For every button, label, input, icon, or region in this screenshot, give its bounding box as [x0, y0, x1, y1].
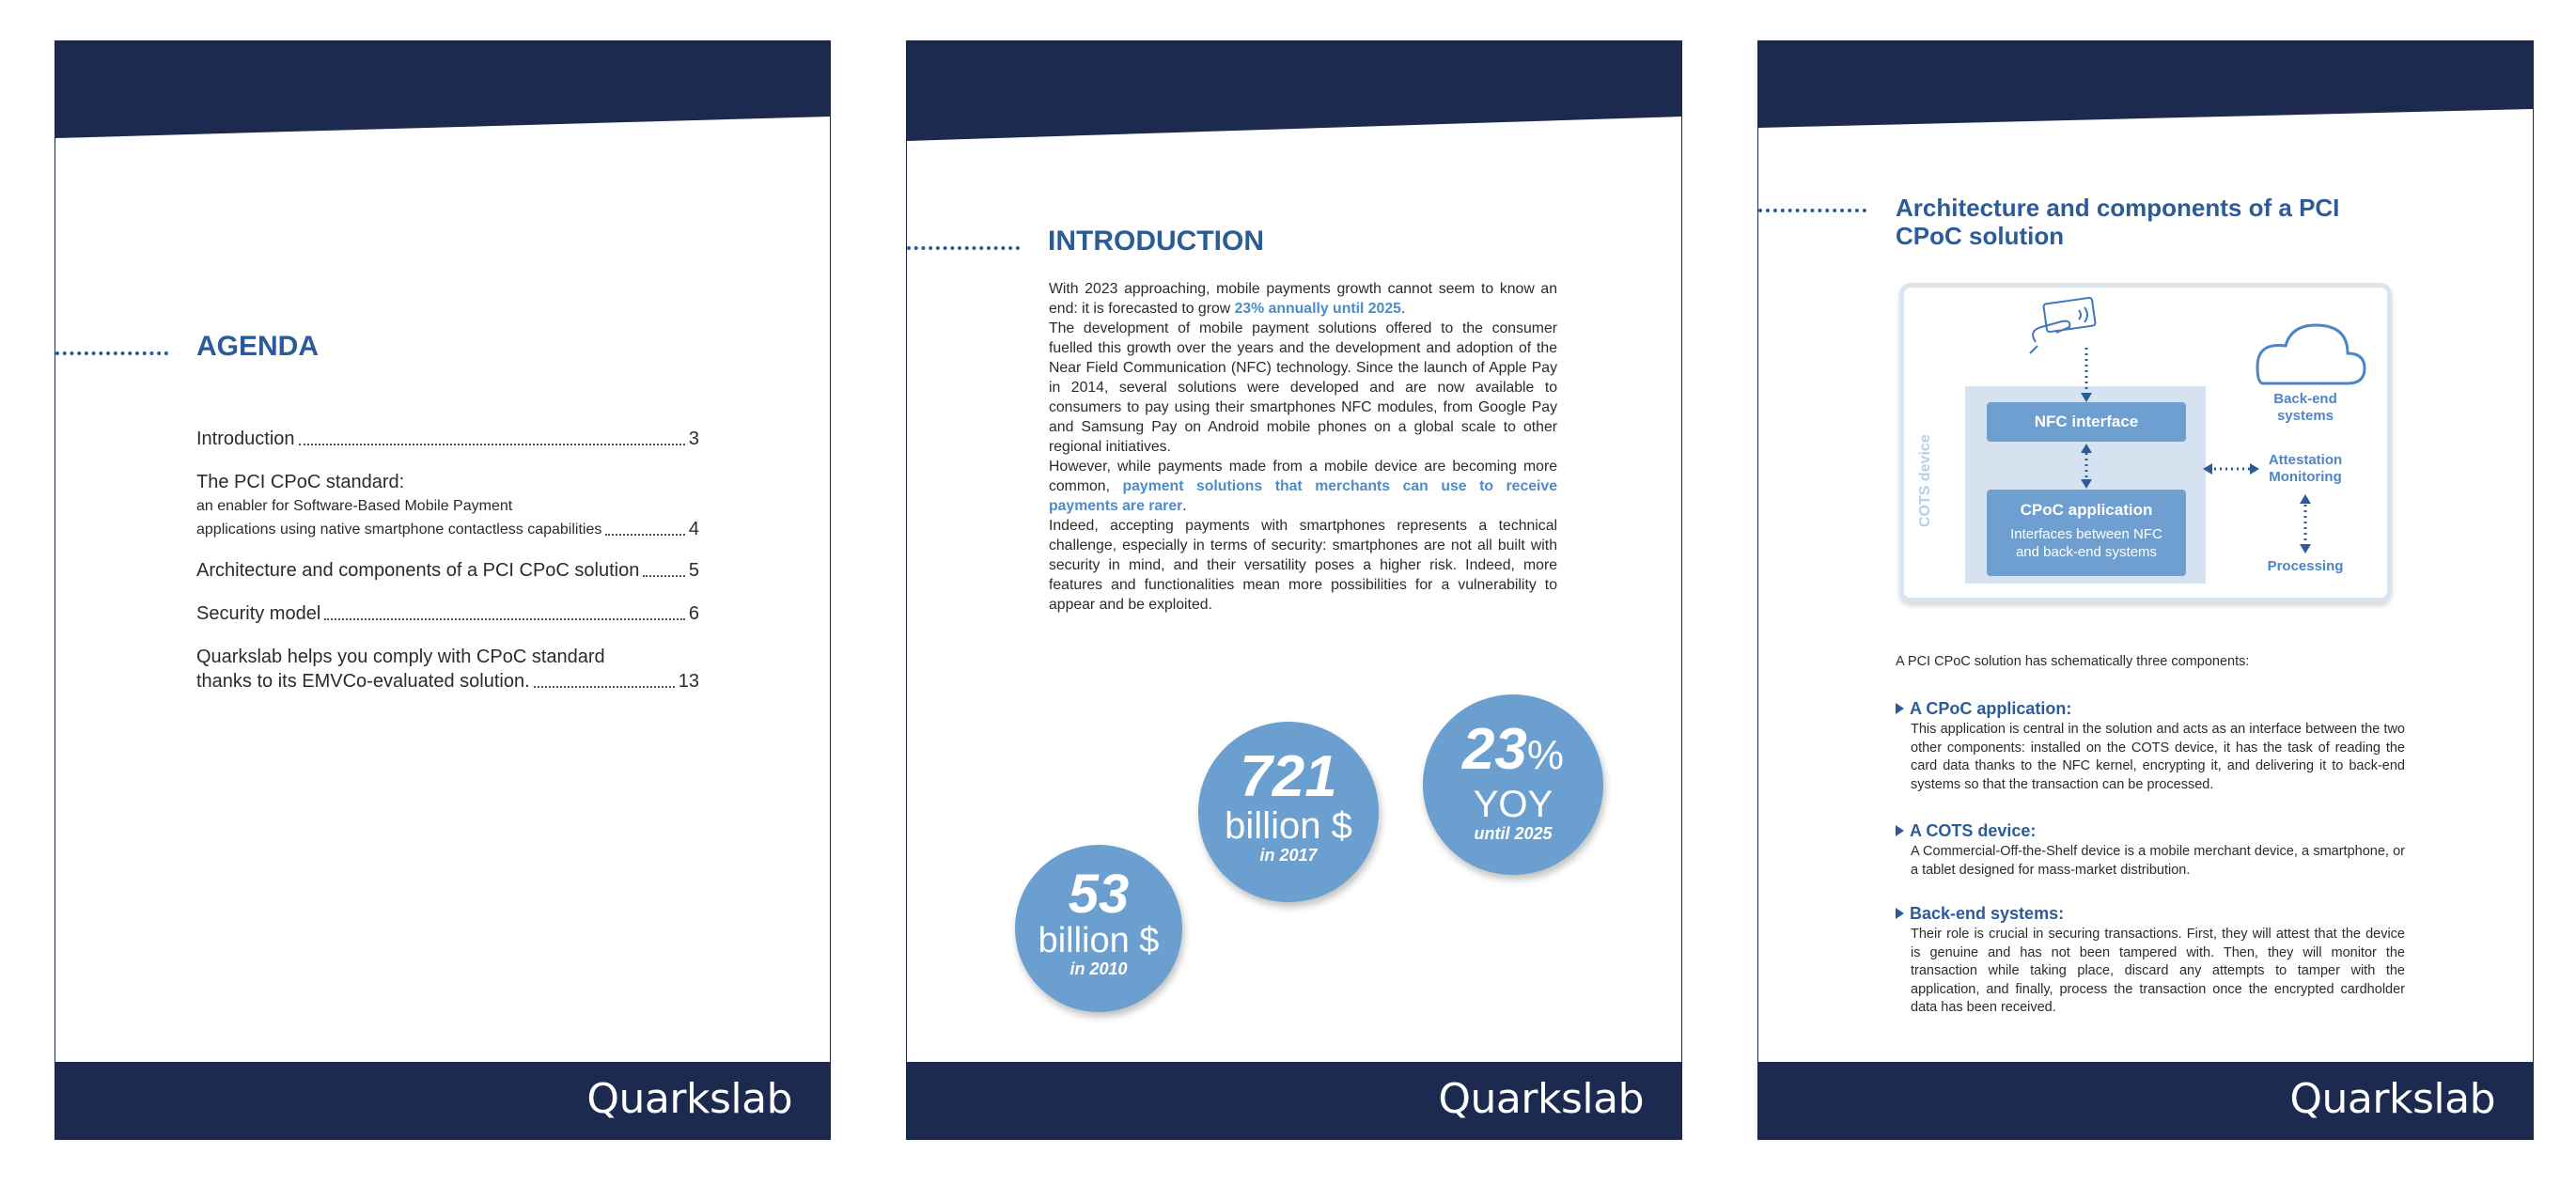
component-cpoc-application: [1896, 699, 2405, 794]
architecture-page: [1757, 40, 2534, 1140]
header-band: [55, 41, 830, 145]
stat-value: 53: [1068, 864, 1130, 925]
stat-unit: billion $: [1038, 921, 1160, 960]
stat-percent: %: [1526, 732, 1565, 778]
intro-paragraph-2: The development of mobile payment solutions offered to the consumer fuelled this growth over the years and the development and adoption of the Near Field Communication (NFC) technology. Since the launch of Apple Pay in 2014, several solutions were developed and are now available to consumers to pay using their smartphones NFC modules, from Google Pay and Samsung Pay on Android mobile phones on a global scale to other regional initiatives.: [1049, 320, 1557, 455]
quarkslab-logo: Quarkslab: [2289, 1075, 2495, 1123]
toc-item-title: Architecture and components of a PCI CPoC solution: [196, 560, 640, 581]
backend-label-line: systems: [2276, 408, 2334, 424]
quarkslab-logo: Quarkslab: [1438, 1075, 1644, 1123]
component-body: This application is central in the solution and acts as an interface between the two other components: installed on the COTS device, it has the task of reading the card data thanks to the NFC kernel, encrypting it, and delivering it to back-end systems so that the transaction can be processed.: [1911, 722, 2405, 792]
backend-systems-label: [2254, 391, 2357, 425]
toc-leader: [324, 618, 685, 620]
toc-item-page: 4: [688, 519, 699, 539]
component-title: A CPoC application:: [1910, 699, 2072, 718]
toc-item-architecture[interactable]: [196, 558, 699, 583]
intro-paragraph-4: Indeed, accepting payments with smartphones represents a technical challenge, especially in terms of security: smartphones are not all built with security in mind, and their versatility poses a higher risk. Indeed, more features and functionalities mean more possibilities for a vulnerability to appear and be exploited.: [1049, 518, 1557, 613]
quarkslab-logo: Quarkslab: [586, 1075, 792, 1123]
section-dots: [1758, 209, 1866, 212]
introduction-title: INTRODUCTION: [1048, 226, 1264, 257]
intro-text: .: [1400, 301, 1406, 317]
toc-item-subtitle: applications using native smartphone contactless capabilities: [196, 522, 602, 538]
toc-leader: [299, 444, 685, 445]
card-tap-icon: [2030, 298, 2096, 353]
backend-label-line: Back-end: [2273, 391, 2337, 407]
processing-label: Processing: [2267, 558, 2344, 574]
section-dots: [55, 351, 168, 355]
footer-band: [55, 1062, 830, 1139]
intro-text: However, while payments made from a mobile device are becoming more common,: [1049, 459, 1557, 494]
stat-label: in 2010: [1069, 959, 1128, 978]
toc-item-title: Introduction: [196, 429, 295, 449]
attestation-monitoring-label: [2249, 452, 2362, 486]
architecture-title-line: Architecture and components of a PCI: [1896, 194, 2340, 222]
toc-item-title: Security model: [196, 603, 321, 624]
toc-item-introduction[interactable]: [196, 427, 699, 451]
toc-item-title: The PCI CPoC standard:: [196, 472, 405, 492]
footer-band: [907, 1062, 1681, 1139]
agenda-page: [55, 40, 831, 1140]
toc-item-page: 13: [678, 671, 699, 692]
intro-highlight: 23% annually until 2025: [1234, 301, 1401, 317]
component-cots-device: [1896, 821, 2405, 880]
toc-item-page: 5: [688, 560, 699, 581]
toc-item-page: 3: [688, 429, 699, 449]
toc-item-title: Quarkslab helps you comply with CPoC standard: [196, 647, 605, 667]
cloud-icon: [2257, 325, 2365, 383]
toc-item-pci-cpoc-standard[interactable]: [196, 470, 699, 541]
header-band: [1758, 41, 2533, 145]
bullet-triangle-icon: [1896, 825, 1904, 836]
footer-band: [1758, 1062, 2533, 1139]
stat-bubble-2010: [1015, 845, 1182, 1012]
toc-item-quarkslab-helps[interactable]: [196, 645, 699, 694]
component-backend-systems: [1896, 904, 2405, 1018]
cots-device-label: COTS device: [1917, 434, 1933, 527]
toc-leader: [605, 534, 685, 536]
intro-text: With 2023 approaching, mobile payments growth cannot seem to know an end: it is forecasted to grow: [1049, 281, 1557, 317]
stat-value: 721: [1240, 744, 1337, 809]
stat-value: 23: [1461, 717, 1527, 782]
cpoc-title: CPoC application: [2020, 501, 2153, 519]
cpoc-description: Interfaces between NFC: [2010, 526, 2162, 542]
header-band: [907, 41, 1681, 145]
component-body: Their role is crucial in securing transactions. First, they will attest that the device is genuine and has not been tampered with. Then, they will monitor the transaction while taking place, discard any attempts to tamper with the application, and finally, process the transaction once the encrypted cardholder data has been received.: [1911, 927, 2405, 1015]
toc-leader: [534, 686, 675, 688]
intro-paragraph-3: [1049, 457, 1557, 516]
stat-unit: YOY: [1473, 784, 1553, 825]
toc-leader: [643, 575, 685, 577]
attestation-label-line: Attestation: [2268, 452, 2343, 468]
attestation-label-line: Monitoring: [2269, 469, 2342, 485]
section-dots: [907, 246, 1020, 250]
component-title: Back-end systems:: [1910, 904, 2065, 923]
architecture-diagram: [1899, 283, 2392, 602]
toc-item-title: thanks to its EMVCo-evaluated solution.: [196, 671, 530, 692]
stat-unit: billion $: [1225, 805, 1352, 847]
intro-highlight: payment solutions that merchants can use to receive payments are rarer: [1049, 478, 1557, 514]
cpoc-description: and back-end systems: [2015, 544, 2158, 560]
nfc-interface-box: NFC interface: [1987, 402, 2186, 442]
stat-label: in 2017: [1259, 846, 1318, 865]
component-body: A Commercial-Off-the-Shelf device is a mobile merchant device, a smartphone, or a tablet designed for mass-market distribution.: [1911, 844, 2405, 878]
stat-bubble-2017: [1198, 722, 1379, 902]
agenda-title: AGENDA: [196, 331, 320, 362]
components-intro: A PCI CPoC solution has schematically three components:: [1896, 654, 2250, 669]
bullet-triangle-icon: [1896, 703, 1904, 714]
introduction-body: [1049, 279, 1557, 615]
toc-item-subtitle: an enabler for Software-Based Mobile Payment: [196, 498, 513, 514]
stat-label: until 2025: [1474, 824, 1553, 843]
stat-bubble-yoy: [1423, 694, 1603, 875]
architecture-title-line: CPoC solution: [1896, 222, 2065, 250]
bullet-triangle-icon: [1896, 908, 1904, 919]
component-title: A COTS device:: [1910, 821, 2037, 840]
architecture-title: [1896, 194, 2339, 250]
intro-paragraph-1: [1049, 279, 1557, 319]
toc-item-security-model[interactable]: [196, 601, 699, 626]
introduction-page: [906, 40, 1682, 1140]
diagram-connectors: [1904, 288, 2387, 598]
intro-text: .: [1182, 498, 1187, 514]
toc-item-page: 6: [688, 603, 699, 624]
